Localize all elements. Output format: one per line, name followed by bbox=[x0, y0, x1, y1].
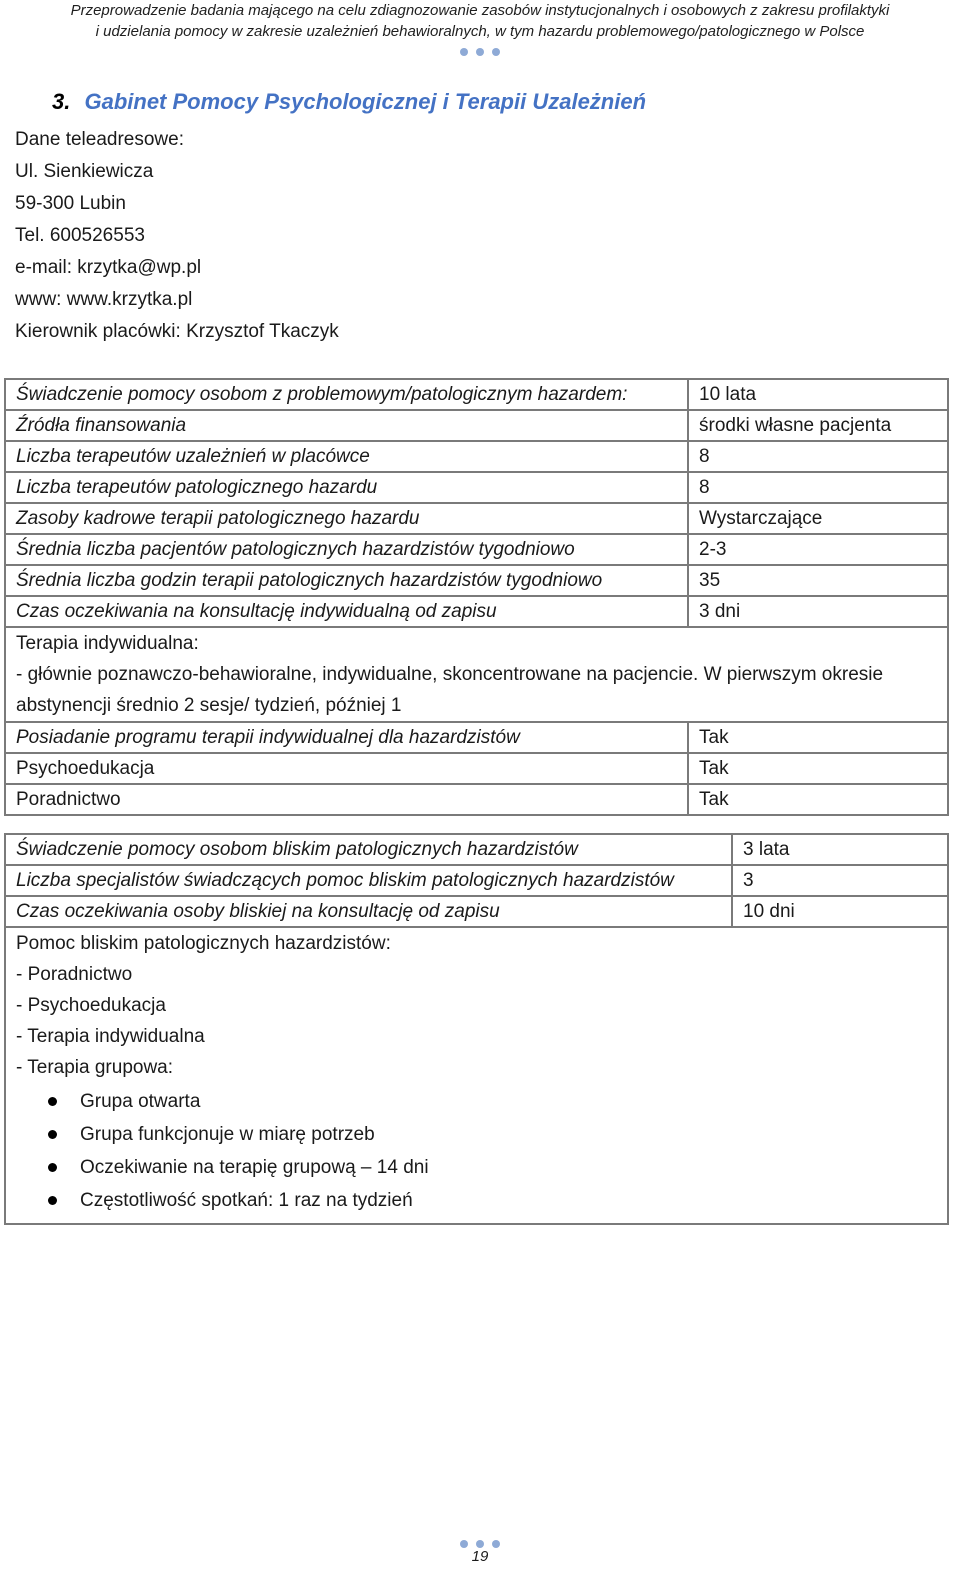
row-label: Świadczenie pomocy osobom z problemowym/patologicznym hazardem: bbox=[5, 379, 688, 410]
contact-block bbox=[15, 124, 339, 348]
relatives-help-row bbox=[5, 927, 948, 1224]
contact-website: www: www.krzytka.pl bbox=[15, 289, 193, 310]
header-line-1: Przeprowadzenie badania mającego na celu zdiagnozowanie zasobów instytucjonalnych i osobowych z zakresu profilaktyki bbox=[70, 2, 890, 19]
row-value: 3 lata bbox=[732, 834, 948, 865]
contact-heading: Dane teleadresowe: bbox=[15, 129, 184, 150]
individual-therapy-text: - głównie poznawczo-behawioralne, indywidualne, skoncentrowane na pacjencie. W pierwszym okresie abstynencji średnio 2 sesje/ tydzień, później 1 bbox=[16, 664, 884, 716]
row-label: Średnia liczba pacjentów patologicznych hazardzistów tygodniowo bbox=[5, 534, 688, 565]
bullet-item: Grupa funkcjonuje w miarę potrzeb bbox=[80, 1118, 937, 1151]
row-value: 10 lata bbox=[688, 379, 948, 410]
table-row bbox=[5, 379, 948, 410]
row-value: 10 dni bbox=[732, 896, 948, 927]
row-label: Źródła finansowania bbox=[5, 410, 688, 441]
table-row bbox=[5, 410, 948, 441]
row-value: Wystarczające bbox=[688, 503, 948, 534]
contact-city: 59-300 Lubin bbox=[15, 193, 126, 214]
table-row bbox=[5, 722, 948, 753]
table-row bbox=[5, 753, 948, 784]
relatives-help-heading: Pomoc bliskim patologicznych hazardzistów: bbox=[16, 933, 391, 954]
page-number: 19 bbox=[471, 1548, 489, 1565]
table-row bbox=[5, 784, 948, 815]
table-row bbox=[5, 565, 948, 596]
table-row bbox=[5, 472, 948, 503]
row-label: Liczba specjalistów świadczących pomoc bliskim patologicznych hazardzistów bbox=[5, 865, 732, 896]
row-value: środki własne pacjenta bbox=[688, 410, 948, 441]
list-item: - Terapia indywidualna bbox=[16, 1026, 205, 1047]
row-value: 8 bbox=[688, 472, 948, 503]
table-row bbox=[5, 534, 948, 565]
table-row bbox=[5, 834, 948, 865]
section-title bbox=[52, 89, 646, 115]
table-row bbox=[5, 596, 948, 627]
row-label: Czas oczekiwania osoby bliskiej na konsultację od zapisu bbox=[5, 896, 732, 927]
individual-therapy-cell bbox=[5, 627, 948, 722]
table-row bbox=[5, 865, 948, 896]
bullet-item: Oczekiwanie na terapię grupową – 14 dni bbox=[80, 1151, 937, 1184]
row-value: 8 bbox=[688, 441, 948, 472]
row-label: Liczba terapeutów patologicznego hazardu bbox=[5, 472, 688, 503]
row-value: Tak bbox=[688, 784, 948, 815]
row-value: 3 dni bbox=[688, 596, 948, 627]
row-value: 35 bbox=[688, 565, 948, 596]
table-row bbox=[5, 503, 948, 534]
contact-phone: Tel. 600526553 bbox=[15, 225, 145, 246]
row-label: Posiadanie programu terapii indywidualnej dla hazardzistów bbox=[5, 722, 688, 753]
row-label: Czas oczekiwania na konsultację indywidualną od zapisu bbox=[5, 596, 688, 627]
relatives-table bbox=[4, 833, 949, 1225]
row-value: 3 bbox=[732, 865, 948, 896]
bullet-item: Grupa otwarta bbox=[80, 1085, 937, 1118]
row-label: Liczba terapeutów uzależnień w placówce bbox=[5, 441, 688, 472]
row-label: Zasoby kadrowe terapii patologicznego hazardu bbox=[5, 503, 688, 534]
list-item: - Poradnictwo bbox=[16, 964, 133, 985]
group-therapy-bullets bbox=[16, 1085, 937, 1217]
footer-dots-decoration bbox=[460, 1540, 500, 1548]
row-value: 2-3 bbox=[688, 534, 948, 565]
row-value: Tak bbox=[688, 722, 948, 753]
contact-street: Ul. Sienkiewicza bbox=[15, 161, 154, 182]
individual-therapy-row bbox=[5, 627, 948, 722]
table-row bbox=[5, 896, 948, 927]
table-row bbox=[5, 441, 948, 472]
section-number: 3. bbox=[52, 89, 71, 114]
contact-manager: Kierownik placówki: Krzysztof Tkaczyk bbox=[15, 321, 339, 342]
row-label: Średnia liczba godzin terapii patologicznych hazardzistów tygodniowo bbox=[5, 565, 688, 596]
info-table bbox=[4, 378, 949, 816]
running-header bbox=[0, 0, 960, 42]
section-title-text: Gabinet Pomocy Psychologicznej i Terapii Uzależnień bbox=[84, 89, 647, 114]
row-value: Tak bbox=[688, 753, 948, 784]
row-label: Świadczenie pomocy osobom bliskim patologicznych hazardzistów bbox=[5, 834, 732, 865]
list-item: - Terapia grupowa: bbox=[16, 1057, 174, 1078]
contact-email: e-mail: krzytka@wp.pl bbox=[15, 257, 202, 278]
row-label: Poradnictwo bbox=[5, 784, 688, 815]
row-label: Psychoedukacja bbox=[5, 753, 688, 784]
individual-therapy-heading: Terapia indywidualna: bbox=[16, 633, 199, 654]
list-item: - Psychoedukacja bbox=[16, 995, 166, 1016]
header-dots-decoration bbox=[460, 48, 500, 56]
bullet-item: Częstotliwość spotkań: 1 raz na tydzień bbox=[80, 1184, 937, 1217]
relatives-help-cell bbox=[5, 927, 948, 1224]
header-line-2: i udzielania pomocy w zakresie uzależnień behawioralnych, w tym hazardu problemowego/patologicznego w Polsce bbox=[95, 23, 865, 40]
